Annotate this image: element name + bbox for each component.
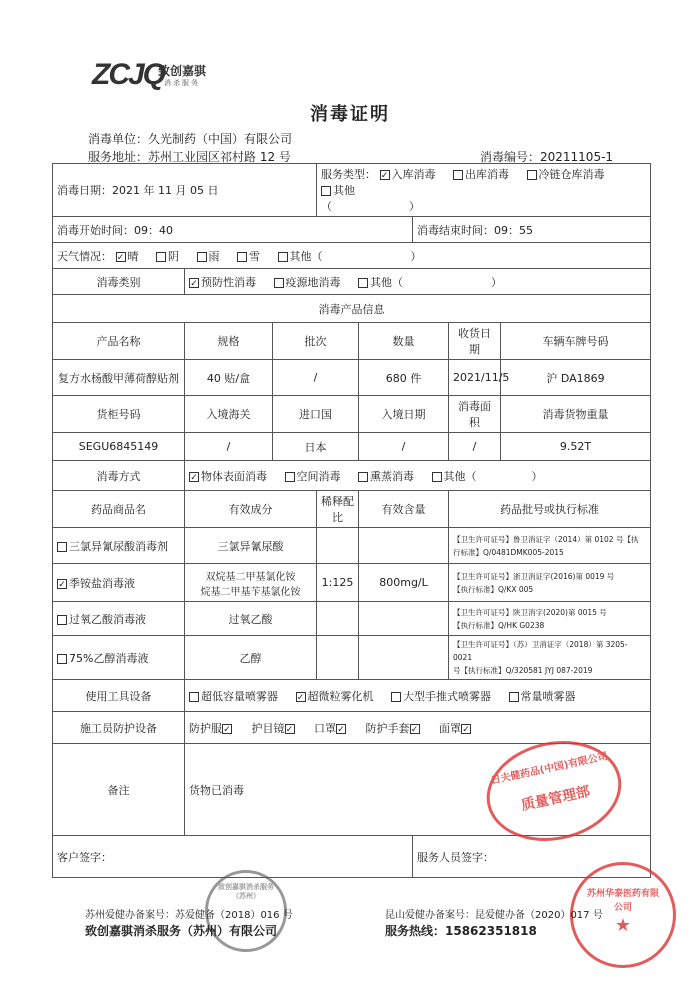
product-head-4: 收货日期 (449, 323, 501, 360)
product-quantity: 680 件 (359, 360, 449, 396)
drug-row: ✓ 季铵盐消毒液 双烷基二甲基氯化铵 烷基二甲基苄基氯化铵 1:125 800mg/L 【卫生许可证号】浙卫消证字(2016)第 0019 号 【执行标准】Q/KX 005 (53, 564, 651, 602)
disinfection-unit: 消毒单位：久光制药（中国）有限公司 (88, 132, 293, 146)
drug-row: 三氯异氰尿酸消毒剂 三氯异氰尿酸 【卫生许可证号】鲁卫消证字（2014）第 0102 号【执 行标准】Q/0481DMK005-2015 (53, 528, 651, 564)
checkbox-preventive[interactable]: ✓ (190, 278, 198, 289)
drug-row: 75%乙醇消毒液 乙醇 【卫生许可证号】（苏）卫消证字（2018）第 3205-0021 号【执行标准】Q/320581 JYJ 087-2019 (53, 636, 651, 680)
product-batch: / (273, 360, 359, 396)
tools-label: 使用工具设备 (53, 680, 185, 712)
checkbox-suit[interactable]: ✓ (223, 724, 231, 735)
supplier-stamp: 苏州华泰医药有限公司 ★ (570, 862, 676, 968)
checkbox-surface[interactable]: ✓ (190, 472, 198, 483)
logo-name: 致创嘉骐 (158, 64, 207, 78)
checkbox-fumigation[interactable] (358, 472, 368, 482)
checkbox-constant-sprayer[interactable] (509, 692, 519, 702)
protect-label: 施工员防护设备 (53, 712, 185, 744)
company-stamp: 致创嘉骐消杀服务（苏州） (205, 870, 287, 952)
method-options: ✓ 物体表面消毒 空间消毒 熏蒸消毒 其他（ ） (185, 461, 651, 491)
checkbox-face-shield[interactable]: ✓ (462, 724, 470, 735)
checkbox-drug-1[interactable]: ✓ (58, 579, 66, 590)
checkbox-ulv-sprayer[interactable] (189, 692, 199, 702)
footer-company: 致创嘉骐消杀服务（苏州）有限公司 (85, 924, 278, 938)
cabinet-head-3: 入境日期 (359, 396, 449, 433)
cabinet-head-2: 进口国 (273, 396, 359, 433)
product-head-3: 数量 (359, 323, 449, 360)
checkbox-outbound[interactable] (453, 170, 463, 180)
logo-mark: ZCJQ (92, 58, 165, 91)
drug-head-3: 有效含量 (359, 491, 449, 528)
plate-number: 沪 DA1869 (501, 360, 651, 396)
receive-date: 2021/11/5 (449, 360, 501, 396)
customer-signature: 客户签字： (53, 836, 413, 878)
service-type: 服务类型： ✓ 入库消毒 出库消毒 冷链仓库消毒 其他 （ ） (317, 164, 651, 217)
suzhou-record: 苏州爱健办备案号：苏爱健备（2018）016 号 (85, 910, 293, 921)
cargo-weight: 9.52T (501, 433, 651, 461)
category-label: 消毒类别 (53, 269, 185, 295)
drug-head-0: 药品商品名 (53, 491, 185, 528)
checkbox-mask[interactable]: ✓ (337, 724, 345, 735)
star-icon: ★ (614, 915, 632, 936)
start-time: 消毒开始时间：09：40 (53, 217, 413, 243)
checkbox-atomizer[interactable]: ✓ (296, 692, 305, 703)
service-hotline: 服务热线：15862351818 (385, 924, 537, 938)
checkbox-goggles[interactable]: ✓ (285, 724, 294, 735)
tools-options: 超低容量喷雾器 ✓ 超微粒雾化机 大型手推式喷雾器 常量喷雾器 (185, 680, 651, 712)
company-logo (92, 52, 232, 92)
entry-customs: / (185, 433, 273, 461)
quality-stamp: 日夫健药品(中国)有限公司 质量管理部 (477, 729, 630, 853)
checkbox-cloudy[interactable] (156, 252, 166, 262)
service-address: 服务地址：苏州工业园区祁村路 12 号 (88, 150, 291, 164)
checkbox-sunny[interactable]: ✓ (116, 252, 125, 263)
cabinet-number: SEGU6845149 (53, 433, 185, 461)
checkbox-drug-0[interactable] (57, 542, 67, 552)
disinfection-number: 消毒编号：20211105-1 (480, 150, 614, 164)
checkbox-inbound[interactable]: ✓ (380, 171, 389, 181)
entry-date: / (359, 433, 449, 461)
checkbox-drug-2[interactable] (57, 615, 67, 625)
cabinet-head-5: 消毒货物重量 (501, 396, 651, 433)
checkbox-drug-3[interactable] (57, 654, 67, 664)
logo-sub: 消杀服务 (164, 79, 200, 87)
kunshan-record: 昆山爱健办备案号：昆爱健办备（2020）017 号 (385, 910, 603, 921)
import-country: 日本 (273, 433, 359, 461)
protect-options: 防护服✓ 护目镜✓ 口罩✓ 防护手套✓ 面罩✓ (185, 712, 651, 744)
checkbox-rain[interactable] (197, 252, 207, 262)
checkbox-weather-other[interactable] (278, 252, 288, 262)
remark-label: 备注 (53, 744, 185, 836)
cabinet-head-1: 入境海关 (185, 396, 273, 433)
cabinet-head-4: 消毒面积 (449, 396, 501, 433)
drug-head-2: 稀释配比 (317, 491, 359, 528)
checkbox-method-other[interactable] (432, 472, 442, 482)
product-head-5: 车辆车牌号码 (501, 323, 651, 360)
disinfection-area: / (449, 433, 501, 461)
checkbox-gloves[interactable]: ✓ (410, 724, 419, 735)
disinfection-date: 消毒日期：2021 年 11 月 05 日 (53, 164, 317, 217)
page-title: 消毒证明 (310, 104, 390, 125)
weather-row: 天气情况： ✓ 晴 阴 雨 雪 其他（ ） (53, 243, 651, 269)
checkbox-cold-storage[interactable] (527, 170, 537, 180)
product-head-0: 产品名称 (53, 323, 185, 360)
drug-row: 过氧乙酸消毒液 过氧乙酸 【卫生许可证号】陕卫消字(2020)第 0015 号 【执行标准】Q/HK G0238 (53, 602, 651, 636)
checkbox-other-service[interactable] (321, 186, 331, 196)
cabinet-head-0: 货柜号码 (53, 396, 185, 433)
checkbox-category-other[interactable] (358, 278, 368, 288)
checkbox-epidemic[interactable] (274, 278, 284, 288)
product-spec: 40 贴/盒 (185, 360, 273, 396)
drug-head-4: 药品批号或执行标准 (449, 491, 651, 528)
method-label: 消毒方式 (53, 461, 185, 491)
drug-head-1: 有效成分 (185, 491, 317, 528)
end-time: 消毒结束时间：09：55 (413, 217, 651, 243)
checkbox-snow[interactable] (237, 252, 247, 262)
product-name: 复方水杨酸甲薄荷醇贴剂 (53, 360, 185, 396)
product-info-title: 消毒产品信息 (53, 295, 651, 323)
remark-value: 货物已消毒 (185, 744, 651, 836)
category-options: ✓ 预防性消毒 疫源地消毒 其他（ ） (185, 269, 651, 295)
checkbox-push-sprayer[interactable] (391, 692, 401, 702)
product-head-1: 规格 (185, 323, 273, 360)
staff-signature: 服务人员签字： (413, 836, 651, 878)
product-head-2: 批次 (273, 323, 359, 360)
checkbox-space[interactable] (285, 472, 295, 482)
